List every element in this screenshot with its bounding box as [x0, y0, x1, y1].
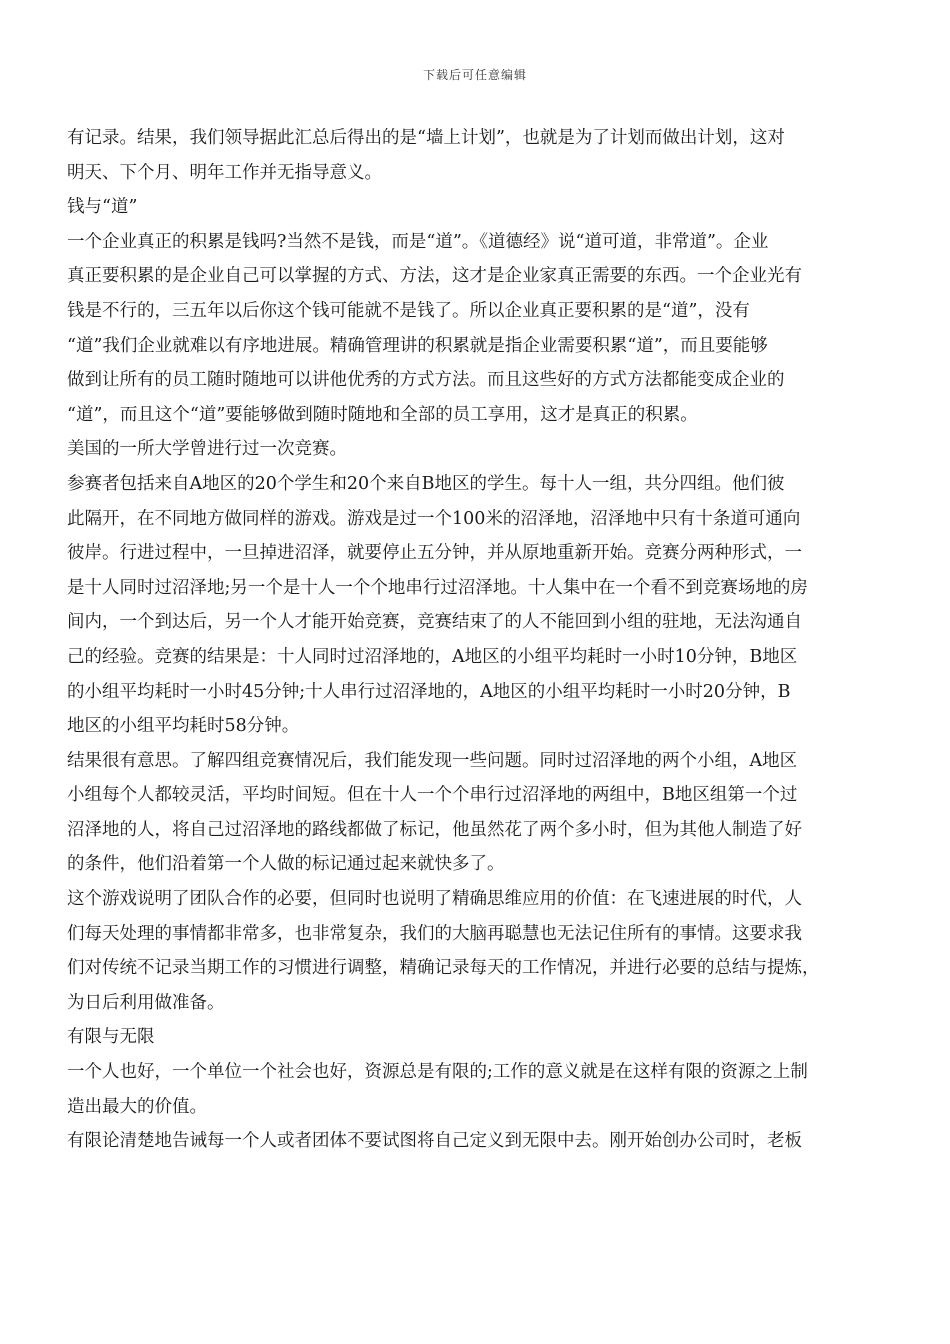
text-line: 明天、下个月、明年工作并无指导意义。: [67, 162, 382, 183]
text-line: 彼岸。行进过程中，一旦掉进沼泽，就要停止五分钟，并从原地重新开始。竞赛分两种形式，一: [67, 543, 802, 564]
text-line: “道”，而且这个“道”要能够做到随时随地和全部的员工享用，这才是真正的积累。: [67, 404, 698, 425]
text-line: 己的经验。竞赛的结果是：十人同时过沼泽地的，A地区的小组平均耗时一小时10分钟，B地区: [67, 646, 798, 667]
section-heading: 钱与“道”: [67, 197, 138, 218]
text-line: 造出最大的价值。: [67, 1096, 207, 1117]
text-line: 间内，一个到达后，另一个人才能开始竞赛，竞赛结束了的人不能回到小组的驻地，无法沟通自: [67, 612, 802, 633]
text-line: 们对传统不记录当期工作的习惯进行调整，精确记录每天的工作情况，并进行必要的总结与提炼，: [67, 958, 820, 979]
text-line: 美国的一所大学曾进行过一次竞赛。: [67, 439, 347, 460]
text-line: 的小组平均耗时一小时45分钟;十人串行过沼泽地的，A地区的小组平均耗时一小时20分钟，B: [67, 681, 791, 702]
page-header: 下载后可任意编辑: [422, 68, 527, 82]
text-line: 一个人也好，一个单位一个社会也好，资源总是有限的;工作的意义就是在这样有限的资源之上制: [67, 1062, 808, 1083]
text-line: 们每天处理的事情都非常多，也非常复杂，我们的大脑再聪慧也无法记住所有的事情。这要求我: [67, 923, 802, 944]
section-heading: 有限与无限: [67, 1027, 155, 1048]
text-line: 有限论清楚地告诫每一个人或者团体不要试图将自己定义到无限中去。刚开始创办公司时，老板: [67, 1131, 802, 1152]
text-line: 为日后利用做准备。: [67, 992, 225, 1013]
text-line: 这个游戏说明了团队合作的必要，但同时也说明了精确思维应用的价值：在飞速进展的时代，人: [67, 889, 802, 910]
text-line: 参赛者包括来自A地区的20个学生和20个来自B地区的学生。每十人一组，共分四组。他们彼: [67, 473, 785, 494]
text-line: 是十人同时过沼泽地;另一个是十人一个个地串行过沼泽地。十人集中在一个看不到竞赛场地的房: [67, 577, 808, 598]
text-line: 真正要积累的是企业自己可以掌握的方式、方法，这才是企业家真正需要的东西。一个企业光有: [67, 266, 802, 287]
text-line: 此隔开，在不同地方做同样的游戏。游戏是过一个100米的沼泽地，沼泽地中只有十条道可通向: [67, 508, 801, 529]
text-line: 有记录。结果，我们领导据此汇总后得出的是“墙上计划”，也就是为了计划而做出计划，这对: [67, 128, 785, 148]
document-body: [67, 121, 887, 1159]
text-line: 小组每个人都较灵活，平均时间短。但在十人一个个串行过沼泽地的两组中，B地区组第一个过: [67, 785, 798, 806]
text-line: 做到让所有的员工随时随地可以讲他优秀的方式方法。而且这些好的方式方法都能变成企业的: [67, 370, 785, 391]
text-line: 沼泽地的人，将自己过沼泽地的路线都做了标记，他虽然花了两个多小时，但为其他人制造了好: [67, 819, 802, 840]
text-line: “道”我们企业就难以有序地进展。精确管理讲的积累就是指企业需要积累“道”，而且要能够: [67, 335, 768, 356]
text-line: 一个企业真正的积累是钱吗?当然不是钱，而是“道”。《道德经》说“道可道，非常道”。企业: [67, 231, 769, 252]
text-line: 的条件，他们沿着第一个人做的标记通过起来就快多了。: [67, 854, 505, 875]
text-line: 地区的小组平均耗时58分钟。: [67, 716, 300, 737]
text-line: 钱是不行的，三五年以后你这个钱可能就不是钱了。所以企业真正要积累的是“道”，没有: [67, 300, 750, 321]
text-line: 结果很有意思。了解四组竞赛情况后，我们能发现一些问题。同时过沼泽地的两个小组，A地区: [67, 750, 798, 771]
